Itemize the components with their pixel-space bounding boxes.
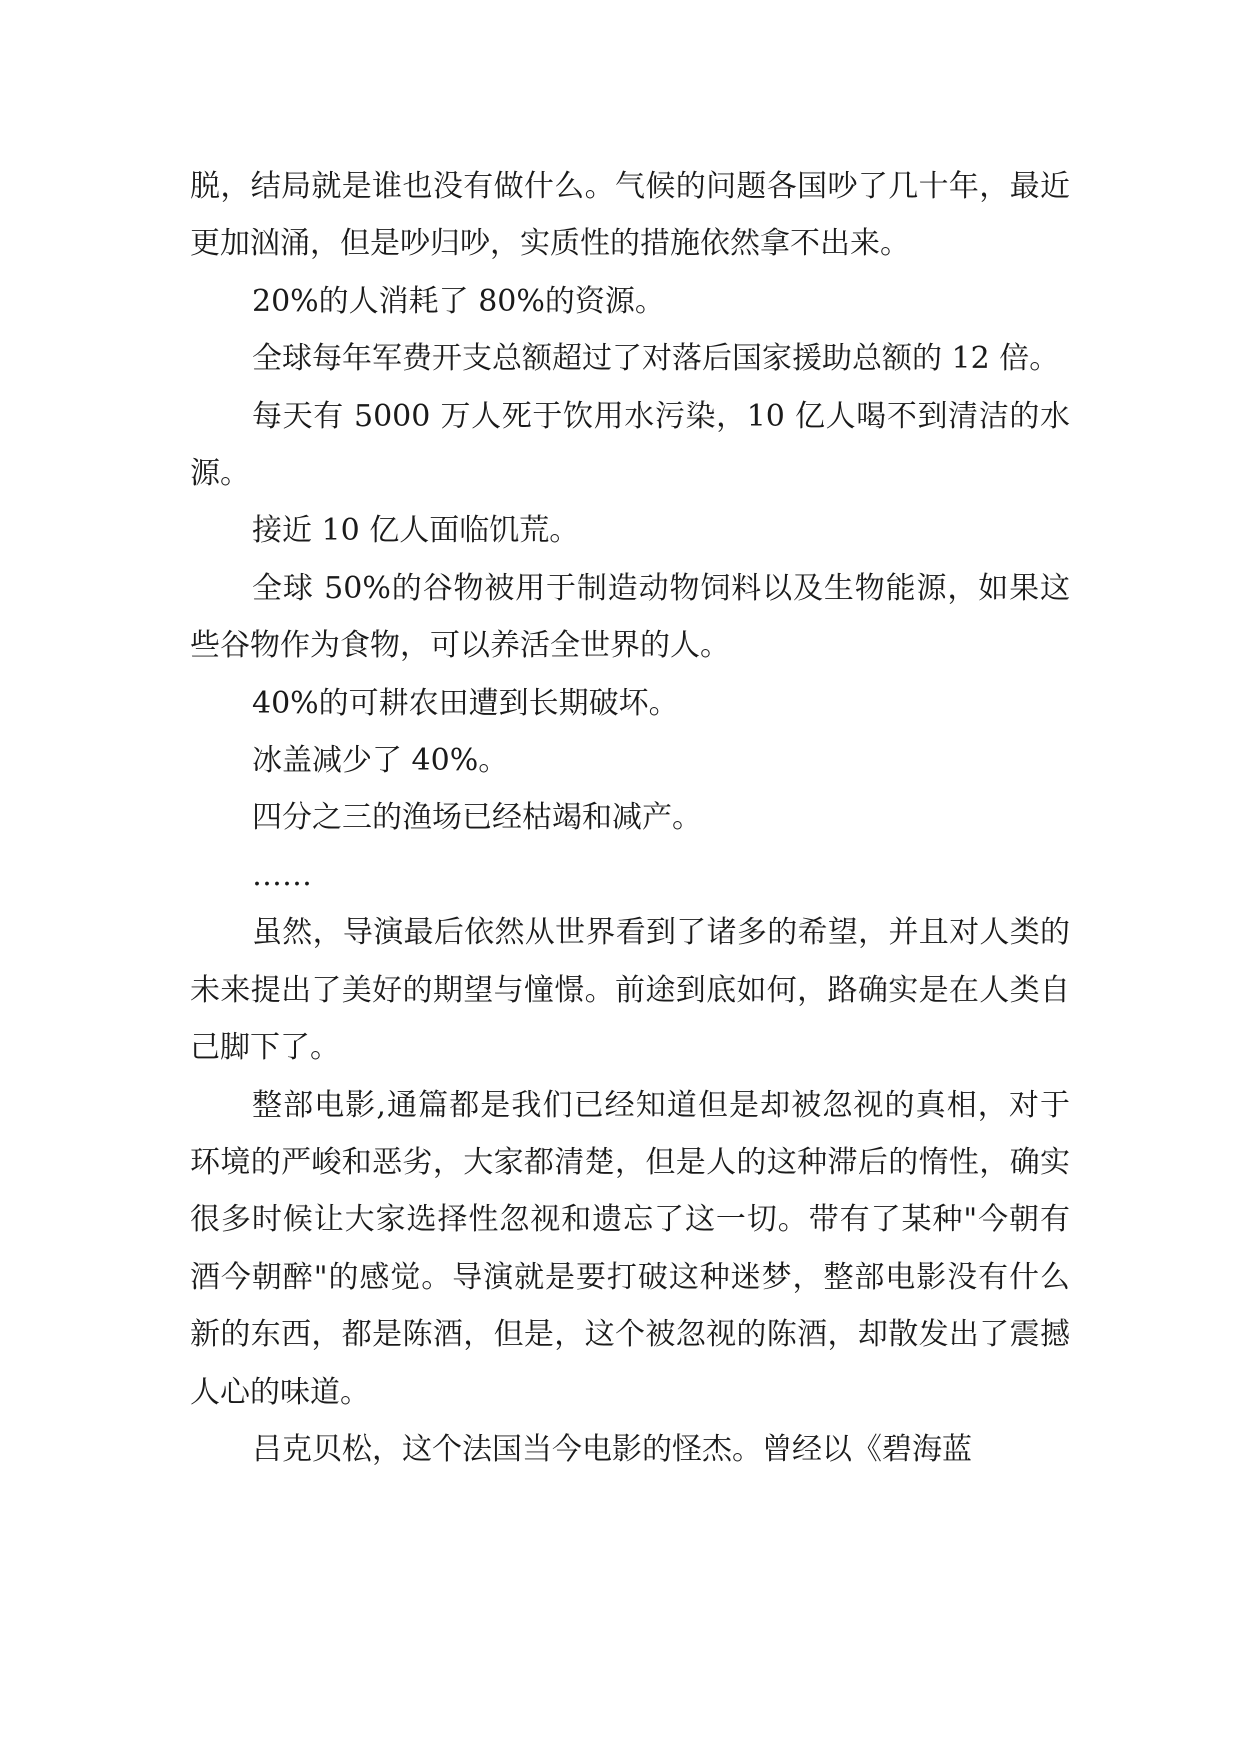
paragraph-13: 吕克贝松，这个法国当今电影的怪杰。曾经以《碧海蓝 (252, 1431, 972, 1467)
paragraph-2: 20%的人消耗了 80%的资源。 (252, 283, 665, 319)
paragraph-8: 冰盖减少了 40%。 (252, 743, 509, 779)
paragraph-3: 全球每年军费开支总额超过了对落后国家援助总额的 12 倍。 (252, 341, 1060, 377)
paragraph-4: 每天有 5000 万人死于饮用水污染，10 亿人喝不到清洁的水源。 (190, 398, 1070, 492)
document-body (190, 158, 1070, 1478)
paragraph-12: 整部电影,通篇都是我们已经知道但是却被忽视的真相，对于环境的严峻和恶劣，大家都清楚，但是人的这种滞后的惰性，确实很多时候让大家选择性忽视和遗忘了这一切。带有了某种"今朝有酒今朝醉"的感觉。导演就是要打破这种迷梦，整部电影没有什么新的东西，都是陈酒，但是，这个被忽视的陈酒，却散发出了震撼人心的味道。 (190, 1087, 1070, 1410)
paragraph-ellipsis: …… (252, 857, 312, 893)
paragraph-9: 四分之三的渔场已经枯竭和减产。 (252, 800, 702, 836)
paragraph-1: 脱，结局就是谁也没有做什么。气候的问题各国吵了几十年，最近更加汹涌，但是吵归吵，实质性的措施依然拿不出来。 (190, 169, 1070, 262)
paragraph-6: 全球 50%的谷物被用于制造动物饲料以及生物能源，如果这些谷物作为食物，可以养活全世界的人。 (190, 570, 1070, 664)
paragraph-7: 40%的可耕农田遭到长期破坏。 (252, 685, 679, 721)
paragraph-5: 接近 10 亿人面临饥荒。 (252, 513, 580, 549)
paragraph-11: 虽然，导演最后依然从世界看到了诸多的希望，并且对人类的未来提出了美好的期望与憧憬。前途到底如何，路确实是在人类自己脚下了。 (190, 915, 1070, 1066)
